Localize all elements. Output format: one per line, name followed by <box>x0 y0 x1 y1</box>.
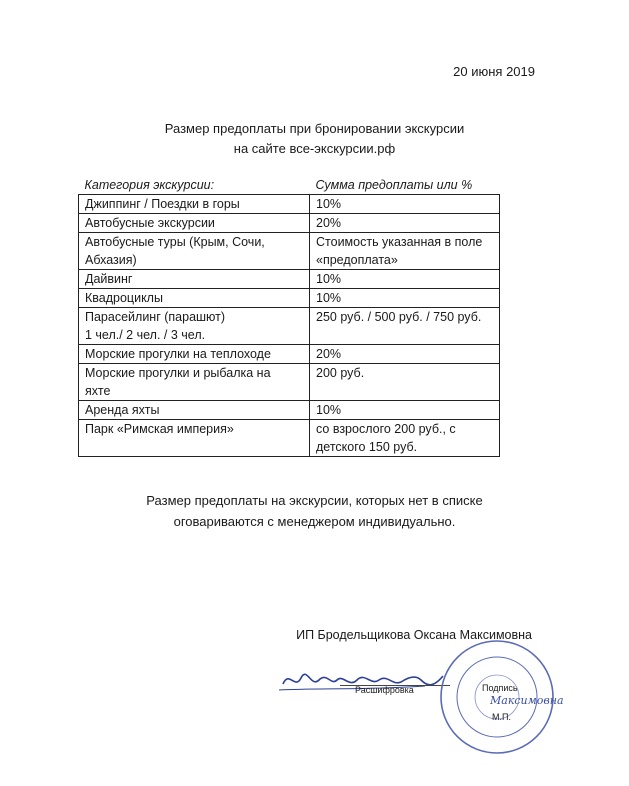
stamp-script: Максимовна <box>490 694 564 707</box>
table-header-row <box>79 176 500 195</box>
row-category <box>79 195 310 214</box>
header-amount: Сумма предоплаты или % <box>310 176 500 195</box>
row-amount-line: 20% <box>316 216 342 230</box>
note-text <box>0 490 629 532</box>
row-amount-line: «предоплата» <box>316 253 398 267</box>
document-date: 20 июня 2019 <box>453 64 535 79</box>
table-row <box>79 214 500 233</box>
document-title <box>0 119 629 159</box>
row-category <box>79 214 310 233</box>
row-amount-line: 10% <box>316 197 342 211</box>
row-amount-line: 10% <box>316 291 342 305</box>
row-category-line: Автобусные туры (Крым, Сочи, <box>85 235 265 249</box>
row-amount <box>310 195 500 214</box>
row-category-line: Морские прогулки и рыбалка на <box>85 366 271 380</box>
row-category-line: Абхазия) <box>85 253 137 267</box>
table-row <box>79 195 500 214</box>
table-row <box>79 270 500 289</box>
row-amount-line: 20% <box>316 347 342 361</box>
table-row <box>79 308 500 345</box>
table-row <box>79 364 500 401</box>
label-signature: Подпись <box>482 683 518 693</box>
row-category-line: Морские прогулки на теплоходе <box>85 347 271 361</box>
row-amount <box>310 233 500 270</box>
row-amount-line: 10% <box>316 272 342 286</box>
row-category-line: Аренда яхты <box>85 403 160 417</box>
row-category <box>79 270 310 289</box>
note-line-2: оговариваются с менеджером индивидуально. <box>173 514 456 529</box>
row-amount-line: 10% <box>316 403 342 417</box>
row-category-line: Джиппинг / Поездки в горы <box>85 197 240 211</box>
row-amount <box>310 345 500 364</box>
row-amount-line: 200 руб. <box>316 366 365 380</box>
row-category-line: Парасейлинг (парашют) <box>85 310 226 324</box>
title-line-1: Размер предоплаты при бронировании экскурсии <box>164 121 465 136</box>
row-amount <box>310 420 500 457</box>
row-amount <box>310 364 500 401</box>
row-category-line: Дайвинг <box>85 272 133 286</box>
label-mp: М.П. <box>492 712 511 722</box>
row-category <box>79 308 310 345</box>
row-category-line: яхте <box>85 384 111 398</box>
title-line-2: на сайте все-экскурсии.рф <box>233 141 396 156</box>
row-amount <box>310 214 500 233</box>
row-category <box>79 420 310 457</box>
signer-name: ИП Бродельщикова Оксана Максимовна <box>296 628 532 642</box>
table-row <box>79 345 500 364</box>
prepayment-table <box>78 176 500 457</box>
table-row <box>79 420 500 457</box>
row-amount <box>310 270 500 289</box>
row-amount-line: 250 руб. / 500 руб. / 750 руб. <box>316 310 482 324</box>
table-row <box>79 401 500 420</box>
header-category: Категория экскурсии: <box>79 176 310 195</box>
table-row <box>79 233 500 270</box>
row-category <box>79 289 310 308</box>
table-row <box>79 289 500 308</box>
note-line-1: Размер предоплаты на экскурсии, которых нет в списке <box>146 493 483 508</box>
row-amount <box>310 401 500 420</box>
row-category-line: Автобусные экскурсии <box>85 216 215 230</box>
row-category <box>79 345 310 364</box>
row-amount-line: детского 150 руб. <box>316 440 418 454</box>
row-category <box>79 401 310 420</box>
row-category-line: Квадроциклы <box>85 291 163 305</box>
label-transcript: Расшифровка <box>355 685 414 695</box>
row-amount-line: со взрослого 200 руб., с <box>316 422 456 436</box>
row-amount <box>310 289 500 308</box>
row-category-line: Парк «Римская империя» <box>85 422 234 436</box>
row-amount-line: Стоимость указанная в поле <box>316 235 483 249</box>
row-category-line: 1 чел./ 2 чел. / 3 чел. <box>85 328 206 342</box>
row-category <box>79 364 310 401</box>
row-category <box>79 233 310 270</box>
row-amount <box>310 308 500 345</box>
